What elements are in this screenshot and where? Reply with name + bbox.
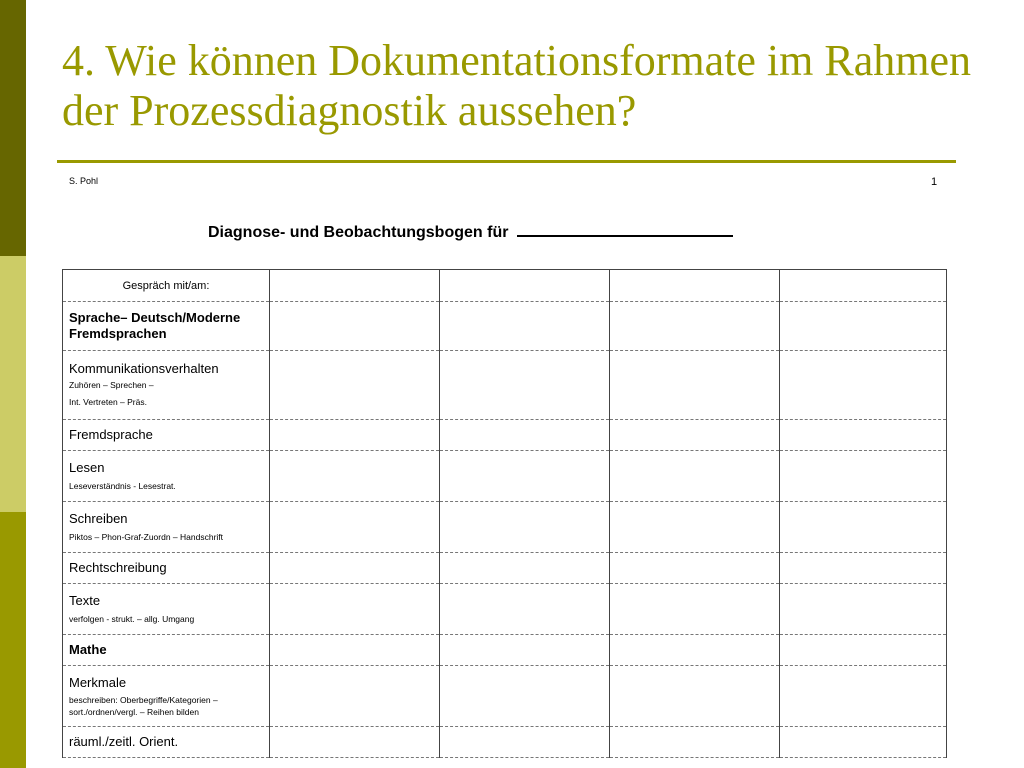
entry-cell[interactable] xyxy=(440,451,610,502)
row-sublabel: sort./ordnen/vergl. – Reihen bilden xyxy=(69,707,199,717)
row-label-cell xyxy=(63,502,270,553)
entry-cell[interactable] xyxy=(270,351,440,420)
entry-cell[interactable] xyxy=(780,553,947,584)
author-label: S. Pohl xyxy=(69,176,99,186)
entry-cell[interactable] xyxy=(270,584,440,635)
row-label-cell xyxy=(63,666,270,727)
entry-cell[interactable] xyxy=(270,727,440,758)
entry-cell[interactable] xyxy=(610,420,780,451)
entry-cell[interactable] xyxy=(610,584,780,635)
table-row xyxy=(63,584,947,635)
entry-cell[interactable] xyxy=(610,451,780,502)
slide-title: 4. Wie können Dokumentationsformate im Rahmen der Prozessdiagnostik aussehen? xyxy=(62,36,972,135)
entry-cell[interactable] xyxy=(270,666,440,727)
observation-form-table xyxy=(62,269,947,758)
entry-cell[interactable] xyxy=(270,302,440,351)
entry-cell[interactable] xyxy=(780,727,947,758)
row-label: Mathe xyxy=(69,642,107,657)
row-label-cell xyxy=(63,553,270,584)
entry-cell[interactable] xyxy=(440,420,610,451)
row-sublabel: Piktos – Phon-Graf-Zuordn – Handschrift xyxy=(69,531,224,542)
entry-cell[interactable] xyxy=(440,351,610,420)
entry-cell[interactable] xyxy=(270,635,440,666)
table-row xyxy=(63,666,947,727)
decorative-bar-middle xyxy=(0,256,26,512)
header-cell-empty[interactable] xyxy=(780,270,947,302)
entry-cell[interactable] xyxy=(780,502,947,553)
table-row xyxy=(63,727,947,758)
row-label: Fremdsprache xyxy=(69,427,153,442)
entry-cell[interactable] xyxy=(610,666,780,727)
entry-cell[interactable] xyxy=(610,635,780,666)
entry-cell[interactable] xyxy=(270,451,440,502)
row-label-cell xyxy=(63,635,270,666)
page-number: 1 xyxy=(931,176,938,188)
entry-cell[interactable] xyxy=(610,502,780,553)
row-label: Merkmale xyxy=(69,675,127,690)
row-label-cell xyxy=(63,351,270,420)
entry-cell[interactable] xyxy=(610,351,780,420)
header-cell-empty[interactable] xyxy=(440,270,610,302)
row-label-cell xyxy=(63,451,270,502)
name-blank-line xyxy=(517,221,733,237)
row-sublabel: Int. Vertreten – Präs. xyxy=(69,397,147,407)
entry-cell[interactable] xyxy=(780,451,947,502)
entry-cell[interactable] xyxy=(780,635,947,666)
row-label-cell xyxy=(63,584,270,635)
entry-cell[interactable] xyxy=(270,502,440,553)
row-sublabel: Zuhören – Sprechen – xyxy=(69,380,154,390)
entry-cell[interactable] xyxy=(780,666,947,727)
row-label-cell xyxy=(63,727,270,758)
row-label: Texte xyxy=(69,592,101,608)
table-row xyxy=(63,302,947,351)
header-cell-empty[interactable] xyxy=(270,270,440,302)
header-cell-label: Gespräch mit/am: xyxy=(63,270,270,302)
entry-cell[interactable] xyxy=(270,553,440,584)
table-row xyxy=(63,553,947,584)
entry-cell[interactable] xyxy=(440,553,610,584)
row-label: Sprache– Deutsch/Moderne Fremdsprachen xyxy=(69,310,241,341)
row-label-cell xyxy=(63,302,270,351)
entry-cell[interactable] xyxy=(440,302,610,351)
form-title xyxy=(208,221,733,242)
row-label: Rechtschreibung xyxy=(69,560,167,575)
row-label: räuml./zeitl. Orient. xyxy=(69,734,179,749)
decorative-bar-top xyxy=(0,0,26,256)
header-cell-empty[interactable] xyxy=(610,270,780,302)
entry-cell[interactable] xyxy=(440,727,610,758)
entry-cell[interactable] xyxy=(780,420,947,451)
entry-cell[interactable] xyxy=(610,727,780,758)
decorative-bar-bottom xyxy=(0,512,26,768)
table-row xyxy=(63,351,947,420)
entry-cell[interactable] xyxy=(610,302,780,351)
row-sublabel: Leseverständnis - Lesestrat. xyxy=(69,480,176,491)
title-divider xyxy=(57,160,956,163)
form-title-text: Diagnose- und Beobachtungsbogen für xyxy=(208,224,509,241)
row-label: Schreiben xyxy=(69,510,128,526)
entry-cell[interactable] xyxy=(270,420,440,451)
entry-cell[interactable] xyxy=(440,584,610,635)
row-label: Lesen xyxy=(69,459,105,475)
entry-cell[interactable] xyxy=(440,666,610,727)
entry-cell[interactable] xyxy=(610,553,780,584)
row-label-cell xyxy=(63,420,270,451)
row-sublabel: verfolgen - strukt. – allg. Umgang xyxy=(69,613,195,624)
entry-cell[interactable] xyxy=(440,635,610,666)
entry-cell[interactable] xyxy=(780,302,947,351)
table-header-row xyxy=(63,270,947,302)
row-sublabel: beschreiben: Oberbegriffe/Kategorien – xyxy=(69,695,218,705)
table-row xyxy=(63,635,947,666)
row-label: Kommunikationsverhalten xyxy=(69,361,219,376)
entry-cell[interactable] xyxy=(440,502,610,553)
table-row xyxy=(63,451,947,502)
entry-cell[interactable] xyxy=(780,584,947,635)
entry-cell[interactable] xyxy=(780,351,947,420)
table-row xyxy=(63,420,947,451)
table-row xyxy=(63,502,947,553)
